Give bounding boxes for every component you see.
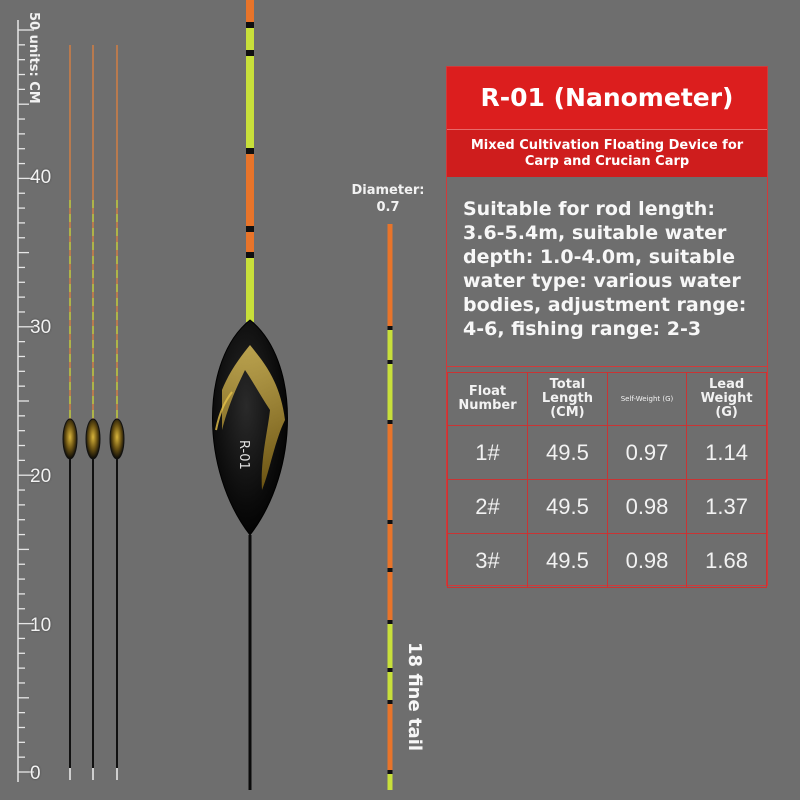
cell-total-length: 49.5 [528, 480, 608, 534]
header-lead-weight: Lead Weight (G) [687, 373, 767, 426]
spec-table-header [448, 373, 767, 426]
table-row [448, 426, 767, 480]
large-float-model-mark: R-01 [236, 440, 251, 470]
cell-lead-weight: 1.37 [687, 480, 767, 534]
cell-total-length: 49.5 [528, 426, 608, 480]
panel-description: Suitable for rod length: 3.6-5.4m, suitable water depth: 1.0-4.0m, suitable water type: various water bodies, adjustment range: 4-6, fishing range: 2-3 [447, 177, 767, 367]
panel-subtitle: Mixed Cultivation Floating Device for Carp and Crucian Carp [447, 129, 767, 177]
small-float-3 [110, 45, 124, 780]
small-floats-group [0, 0, 140, 800]
cell-float-number: 1# [448, 426, 528, 480]
cell-self-weight: 0.98 [607, 480, 686, 534]
cell-float-number: 3# [448, 534, 528, 588]
cell-lead-weight: 1.68 [687, 534, 767, 588]
diameter-label: Diameter: 0.7 [351, 183, 425, 215]
ruler-tick-label-40: 40 [30, 167, 52, 188]
cell-total-length: 49.5 [528, 534, 608, 588]
header-total-length: Total Length (CM) [528, 373, 608, 426]
ruler-tick-label-30: 30 [30, 317, 52, 338]
cell-lead-weight: 1.14 [687, 426, 767, 480]
cell-float-number: 2# [448, 480, 528, 534]
table-row [448, 480, 767, 534]
large-float [190, 0, 310, 800]
header-self-weight: Self-Weight (G) [607, 373, 686, 426]
cell-self-weight: 0.97 [607, 426, 686, 480]
spec-panel [446, 66, 768, 586]
ruler-tick-label-10: 10 [30, 615, 52, 636]
spec-table [447, 372, 767, 588]
small-float-1 [63, 45, 77, 780]
cell-self-weight: 0.98 [607, 534, 686, 588]
header-float-number: Float Number [448, 373, 528, 426]
table-row [448, 534, 767, 588]
fine-tail-label: 18 fine tail [404, 642, 425, 752]
ruler-tick-label-20: 20 [30, 466, 52, 487]
fine-tail-sample [380, 0, 400, 800]
panel-title: R-01 (Nanometer) [447, 67, 767, 129]
ruler-units-label: 50 units: CM [26, 12, 41, 104]
small-float-2 [86, 45, 100, 780]
large-float-tail [246, 0, 254, 322]
ruler-tick-label-0: 0 [30, 763, 41, 784]
